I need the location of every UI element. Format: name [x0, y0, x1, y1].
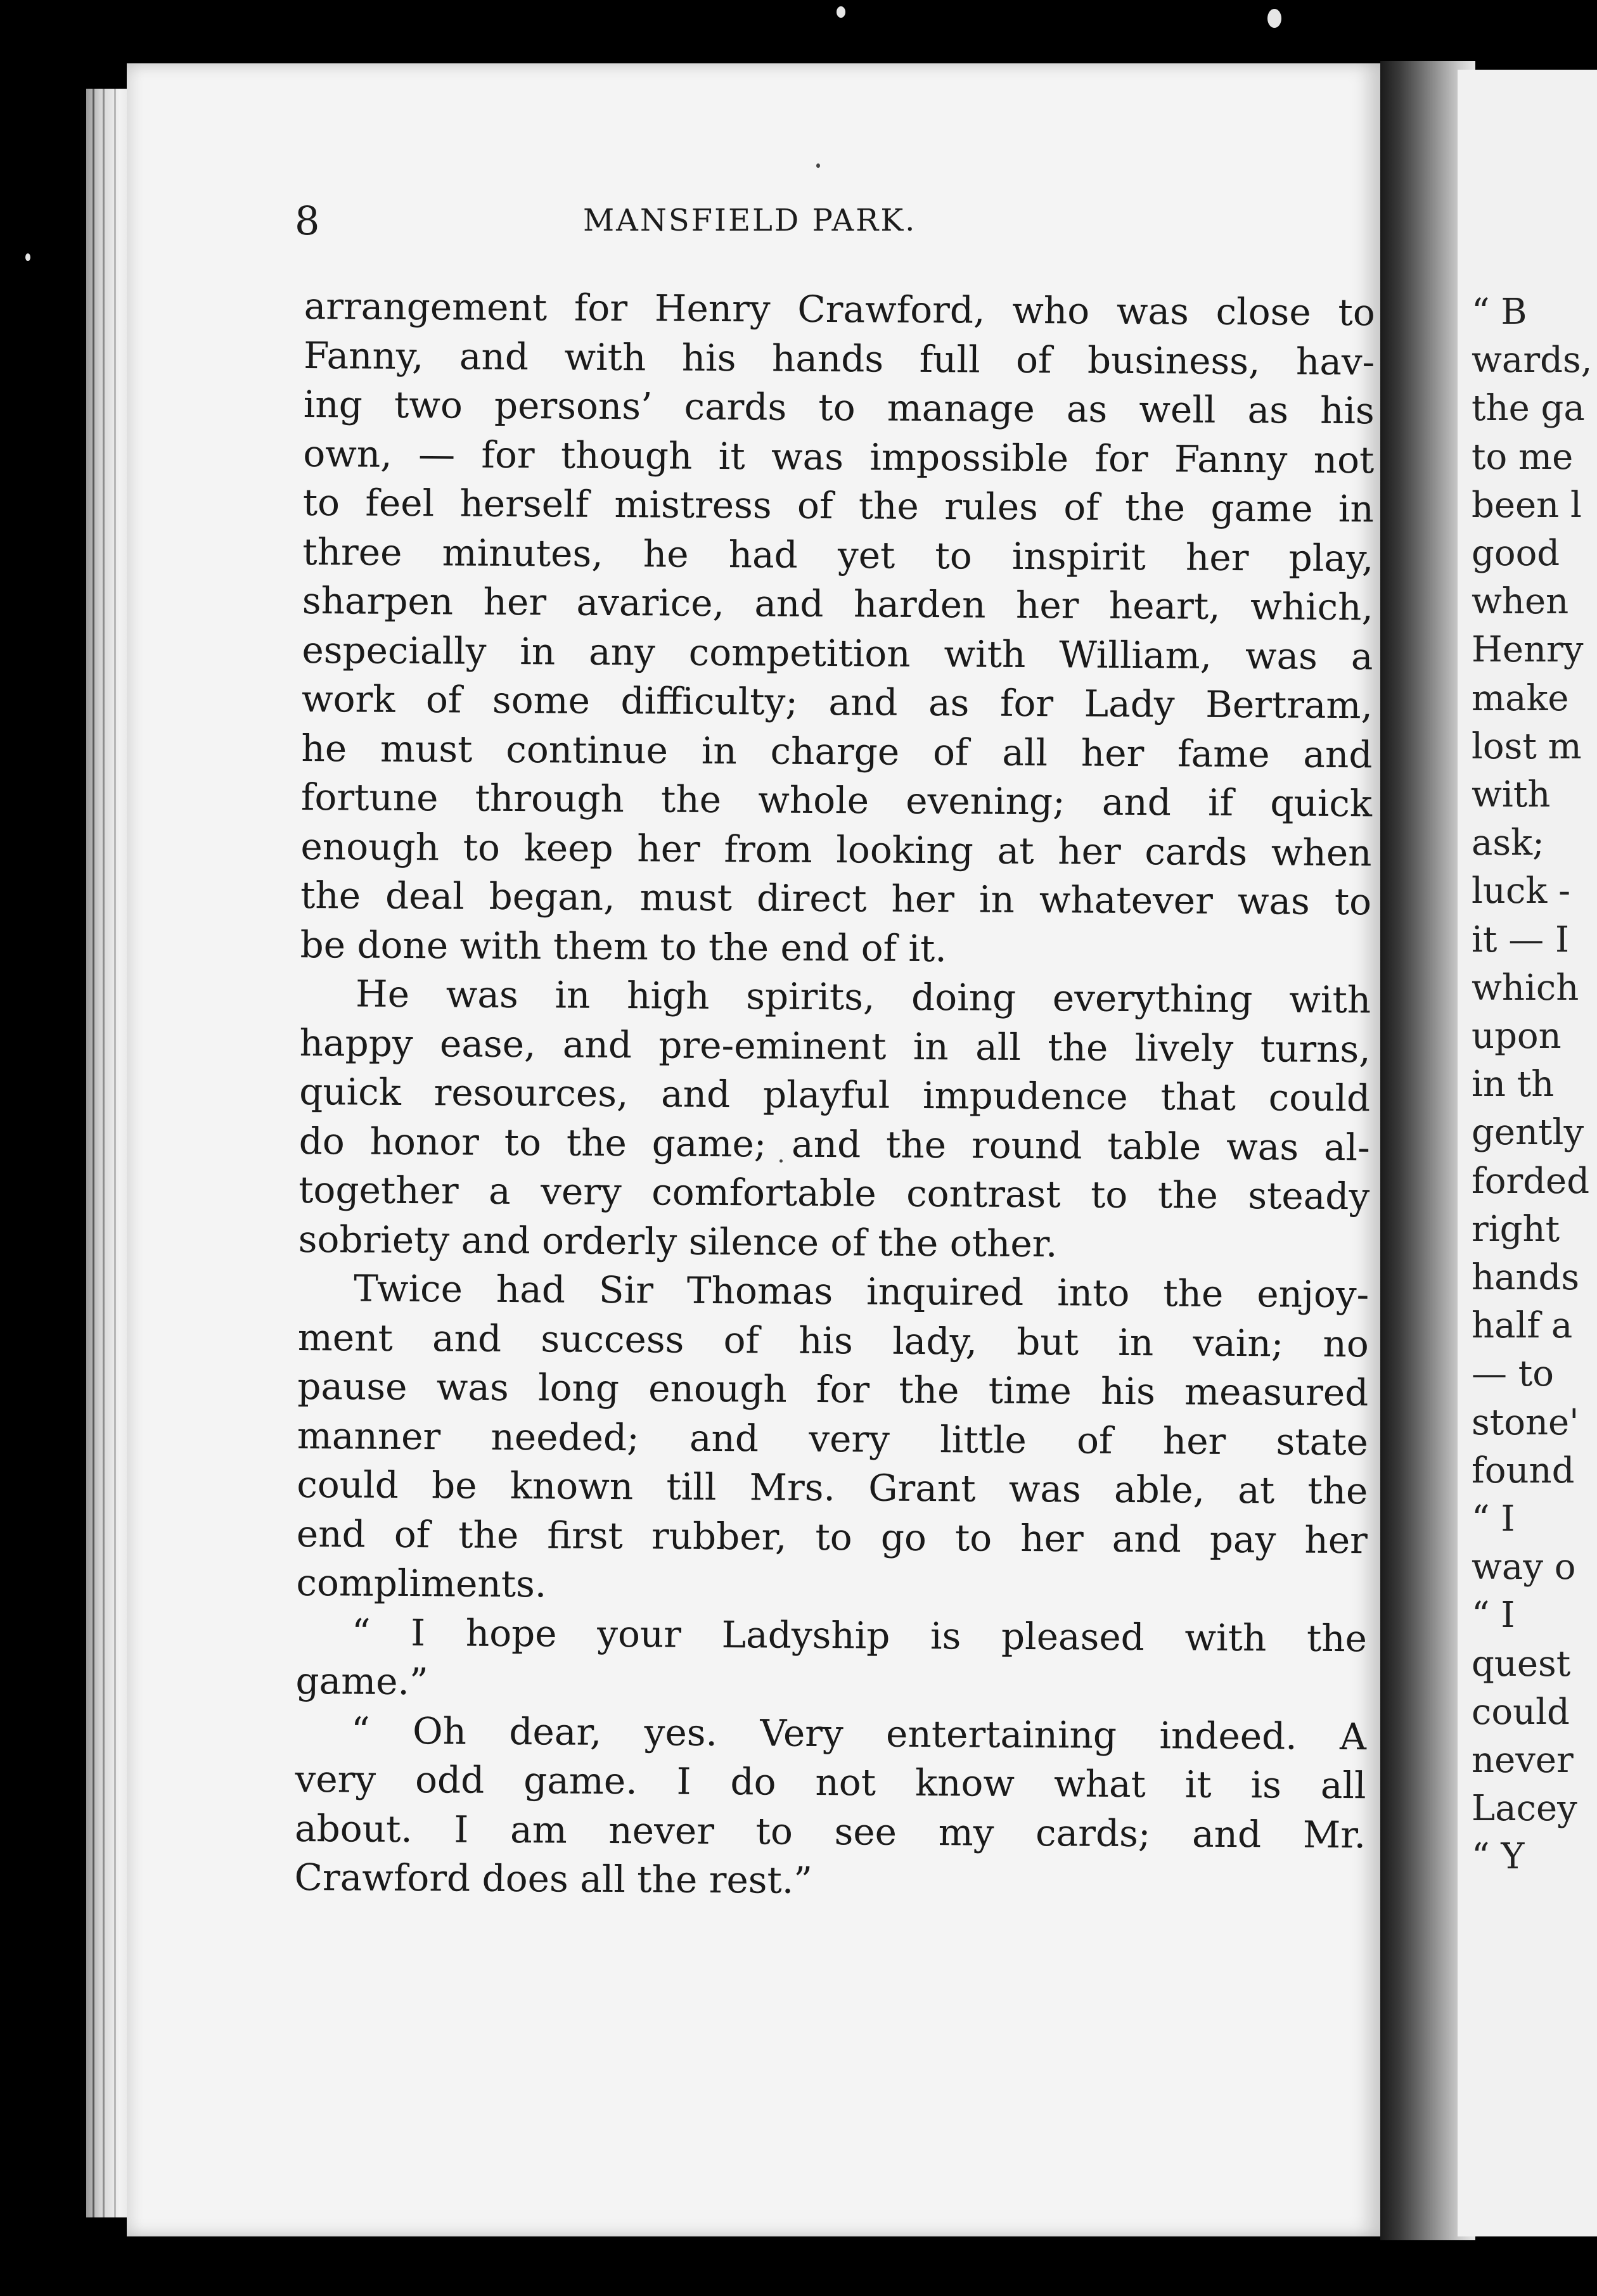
facing-page-line: “ Y: [1472, 1836, 1525, 1878]
text-line: sobriety and orderly silence of the other.: [298, 1217, 1058, 1265]
text-line: the deal began, must direct her in whatever was to: [300, 873, 1372, 924]
facing-page-line: lost m: [1472, 725, 1582, 767]
text-line: Twice had Sir Thomas inquired into the enjoy-: [354, 1266, 1369, 1317]
facing-page-line: quest: [1472, 1643, 1571, 1685]
text-line: about. I am never to see my cards; and Mr.: [294, 1806, 1366, 1856]
facing-page-line: luck -: [1472, 871, 1570, 912]
scan-speck: [1267, 9, 1281, 28]
text-line: he must continue in charge of all her fame and: [301, 726, 1373, 776]
text-line: ing two persons’ cards to manage as well as his: [303, 382, 1375, 433]
facing-page-line: could: [1472, 1691, 1570, 1733]
text-line: Crawford does all the rest.”: [294, 1855, 813, 1902]
facing-page-line: “ I: [1472, 1498, 1515, 1540]
facing-page-line: the ga: [1472, 388, 1585, 430]
text-line: Fanny, and with his hands full of business, hav-: [304, 333, 1375, 383]
facing-page-line: make: [1472, 677, 1569, 719]
facing-page-line: in th: [1472, 1064, 1555, 1106]
text-line: pause was long enough for the time his measured: [297, 1364, 1369, 1415]
facing-page-line: half a: [1472, 1305, 1573, 1347]
scan-speck: [837, 6, 845, 18]
text-line: work of some difficulty; and as for Lady Bertram,: [301, 677, 1373, 727]
facing-page-line: upon: [1472, 1016, 1562, 1057]
body-text: [294, 282, 1375, 1909]
text-line: fortune through the whole evening; and if quick: [300, 775, 1373, 826]
text-line: very odd game. I do not know what it is all: [295, 1757, 1366, 1808]
facing-page-line: right: [1472, 1208, 1560, 1250]
scan-speck: [25, 253, 30, 261]
facing-page-line: hands: [1472, 1257, 1580, 1298]
page-header: [0, 198, 1572, 248]
facing-page-line: which: [1472, 967, 1579, 1009]
facing-page-line: it — I: [1472, 919, 1570, 960]
text-line: happy ease, and pre-eminent in all the lively turns,: [299, 1021, 1371, 1071]
facing-page-line: stone': [1472, 1401, 1579, 1443]
facing-page-line: found: [1472, 1450, 1575, 1491]
text-line: could be known till Mrs. Grant was able, at the: [297, 1462, 1368, 1513]
facing-page-line: good: [1472, 533, 1560, 574]
text-line: game.”: [295, 1659, 428, 1704]
text-line: manner needed; and very little of her state: [297, 1413, 1369, 1464]
text-line: to feel herself mistress of the rules of the game in: [302, 480, 1375, 531]
text-line: enough to keep her from looking at her cards when: [300, 824, 1372, 874]
text-line: especially in any competition with William, was a: [302, 628, 1373, 678]
facing-page: [1458, 70, 1597, 2236]
text-line: sharpen her avarice, and harden her heart, which,: [302, 578, 1374, 629]
facing-page-line: wards,: [1472, 340, 1593, 381]
facing-page-line: never: [1472, 1740, 1574, 1781]
facing-page-line: ask;: [1472, 822, 1544, 864]
text-line: compliments.: [296, 1560, 547, 1606]
text-line: do honor to the game; and the round table was al-: [298, 1119, 1370, 1169]
text-line: together a very comfortable contrast to the steady: [298, 1168, 1370, 1218]
ink-speck: [816, 163, 820, 168]
facing-page-line: to me: [1472, 436, 1574, 478]
facing-page-line: gently: [1472, 1112, 1584, 1154]
text-line: “ Oh dear, yes. Very entertaining indeed. A: [350, 1708, 1367, 1758]
facing-page-line: Lacey: [1472, 1788, 1577, 1830]
text-line: He was in high spirits, doing everything with: [355, 972, 1371, 1022]
facing-page-line: been l: [1472, 484, 1582, 526]
facing-page-line: “ B: [1472, 291, 1527, 333]
text-line: “ I hope your Ladyship is pleased with the: [351, 1610, 1368, 1660]
facing-page-line: forded: [1472, 1160, 1590, 1202]
facing-page-line: Henry: [1472, 629, 1584, 671]
running-title: MANSFIELD PARK.: [583, 203, 917, 238]
text-line: arrangement for Henry Crawford, who was close to: [304, 284, 1375, 335]
text-line: three minutes, he had yet to inspirit her play,: [302, 530, 1374, 580]
text-line: end of the first rubber, to go to her and pay her: [296, 1512, 1368, 1562]
text-line: ment and success of his lady, but in vain; no: [297, 1315, 1369, 1365]
page-number: 8: [295, 198, 320, 244]
text-line: quick resources, and playful impudence that could: [298, 1069, 1371, 1120]
facing-page-line: when: [1472, 581, 1569, 623]
text-line: own, — for though it was impossible for Fanny not: [303, 431, 1375, 482]
facing-page-line: “ I: [1472, 1595, 1515, 1636]
facing-page-line: — to: [1472, 1353, 1555, 1395]
facing-page-line: way o: [1472, 1547, 1576, 1588]
facing-page-line: with: [1472, 774, 1551, 815]
text-line: be done with them to the end of it.: [300, 922, 947, 970]
